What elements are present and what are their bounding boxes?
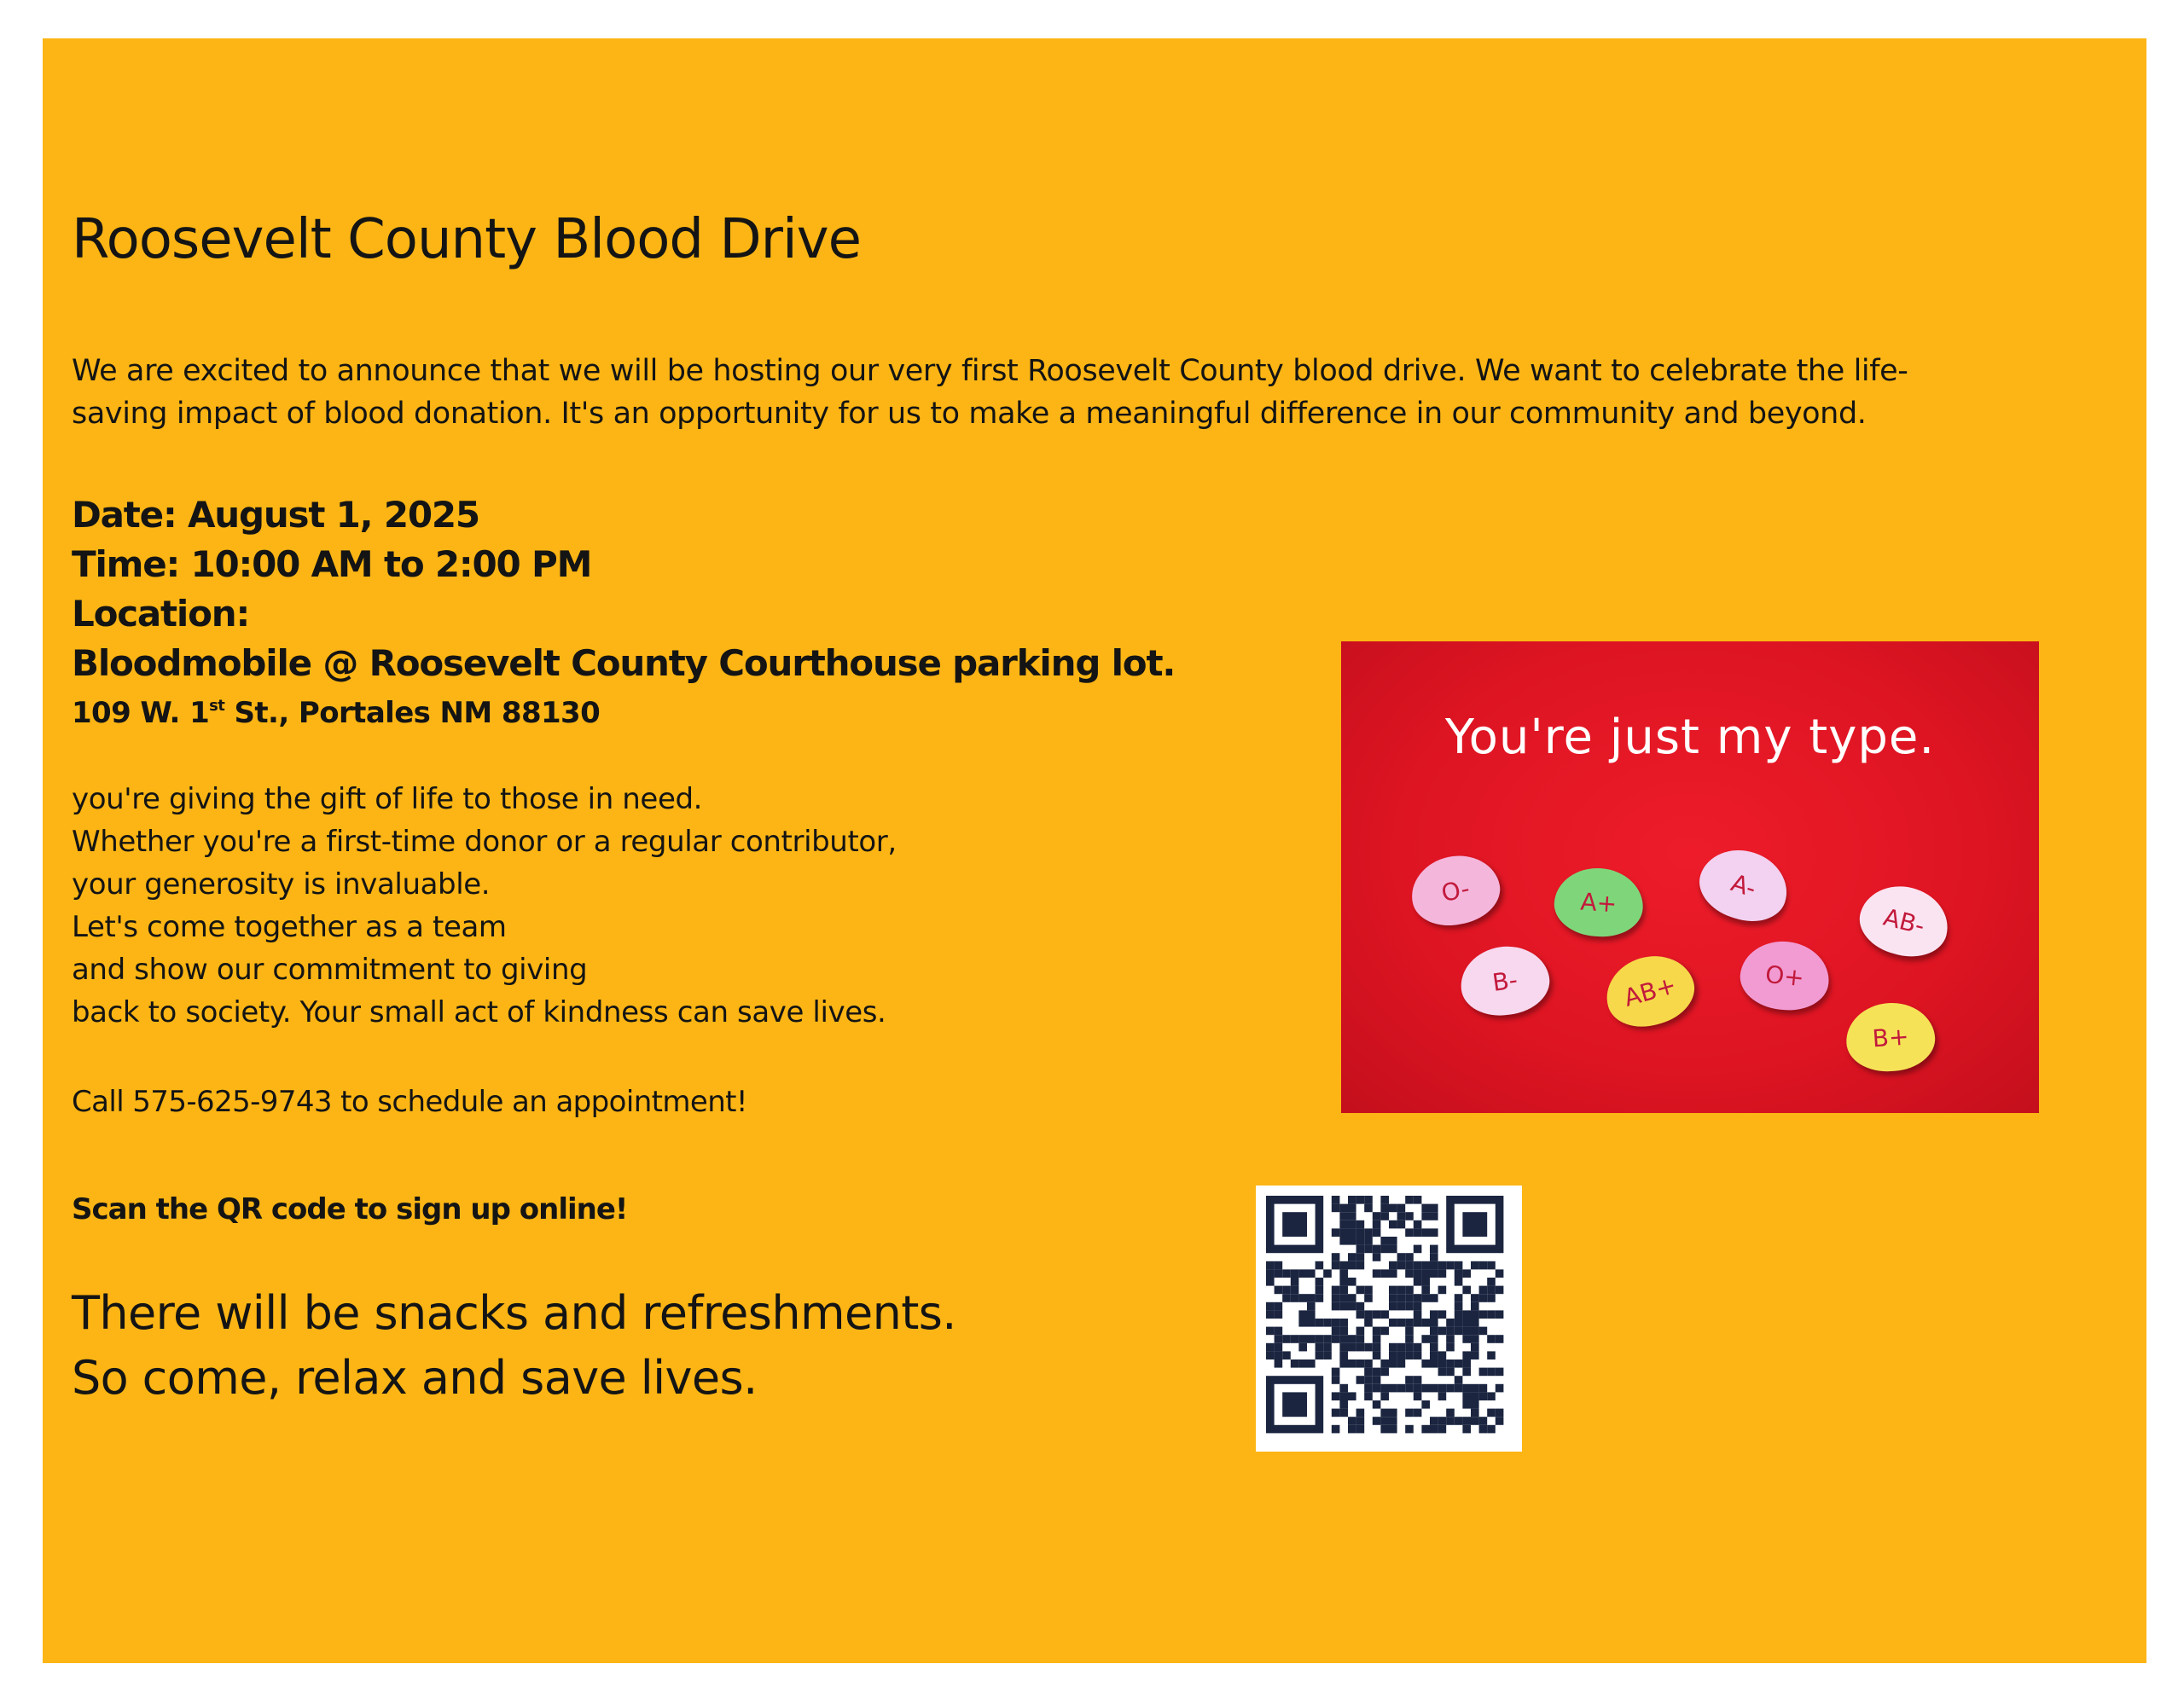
body-line: Whether you're a first-time donor or a regular contributor, [72,825,897,859]
call-to-schedule: Call 575-625-9743 to schedule an appointment! [72,1085,747,1119]
heart-label: A+ [1579,887,1618,918]
signup-qr-code[interactable] [1256,1186,1522,1452]
closing-line: There will be snacks and refreshments. [72,1286,956,1340]
heart-label: B- [1490,965,1519,997]
body-line: back to society. Your small act of kindness can save lives. [72,995,886,1029]
candy-heart [1691,839,1797,931]
photo-caption: You're just my type. [1444,710,1936,765]
closing-message [72,1281,956,1411]
body-line: Let's come together as a team [72,910,507,944]
location-name: Bloodmobile @ Roosevelt County Courthouse parking lot. [72,642,1176,684]
candy-hearts-photo [1341,641,2039,1113]
candy-heart [1405,848,1506,933]
body-paragraph [72,778,897,1034]
location-address [72,688,1175,738]
candy-heart [1552,865,1645,939]
candy-heart [1737,937,1833,1014]
heart-label: A- [1728,867,1760,903]
candy-heart [1853,878,1955,965]
scan-instruction: Scan the QR code to sign up online! [72,1192,628,1226]
intro-line: We are excited to announce that we will be hosting our very first Roosevelt County blood drive. We want to celebrate the life- [72,354,1908,388]
candy-heart [1598,946,1702,1036]
candy-heart [1456,941,1554,1021]
event-details [72,490,1175,738]
page-title: Roosevelt County Blood Drive [72,208,861,271]
location-label: Location: [72,593,250,635]
address-number: 109 W. 1 [72,696,210,730]
candy-heart [1844,1000,1937,1074]
heart-label: AB+ [1620,970,1680,1012]
event-time: Time: 10:00 AM to 2:00 PM [72,543,592,585]
body-line: your generosity is invaluable. [72,867,491,901]
intro-line: saving impact of blood donation. It's an opportunity for us to make a meaningful difference in our community and beyond. [72,397,1867,431]
heart-label: O- [1438,873,1472,907]
heart-label: O+ [1763,959,1806,992]
heart-label: AB- [1880,902,1928,940]
address-ordinal: st [209,697,225,715]
intro-paragraph [72,350,1908,435]
event-date: Date: August 1, 2025 [72,494,479,536]
qr-code-graphic [1256,1186,1522,1452]
heart-label: B+ [1871,1022,1910,1052]
closing-line: So come, relax and save lives. [72,1351,758,1405]
body-line: and show our commitment to giving [72,953,588,987]
body-line: you're giving the gift of life to those in need. [72,782,703,816]
address-rest: St., Portales NM 88130 [224,696,601,730]
